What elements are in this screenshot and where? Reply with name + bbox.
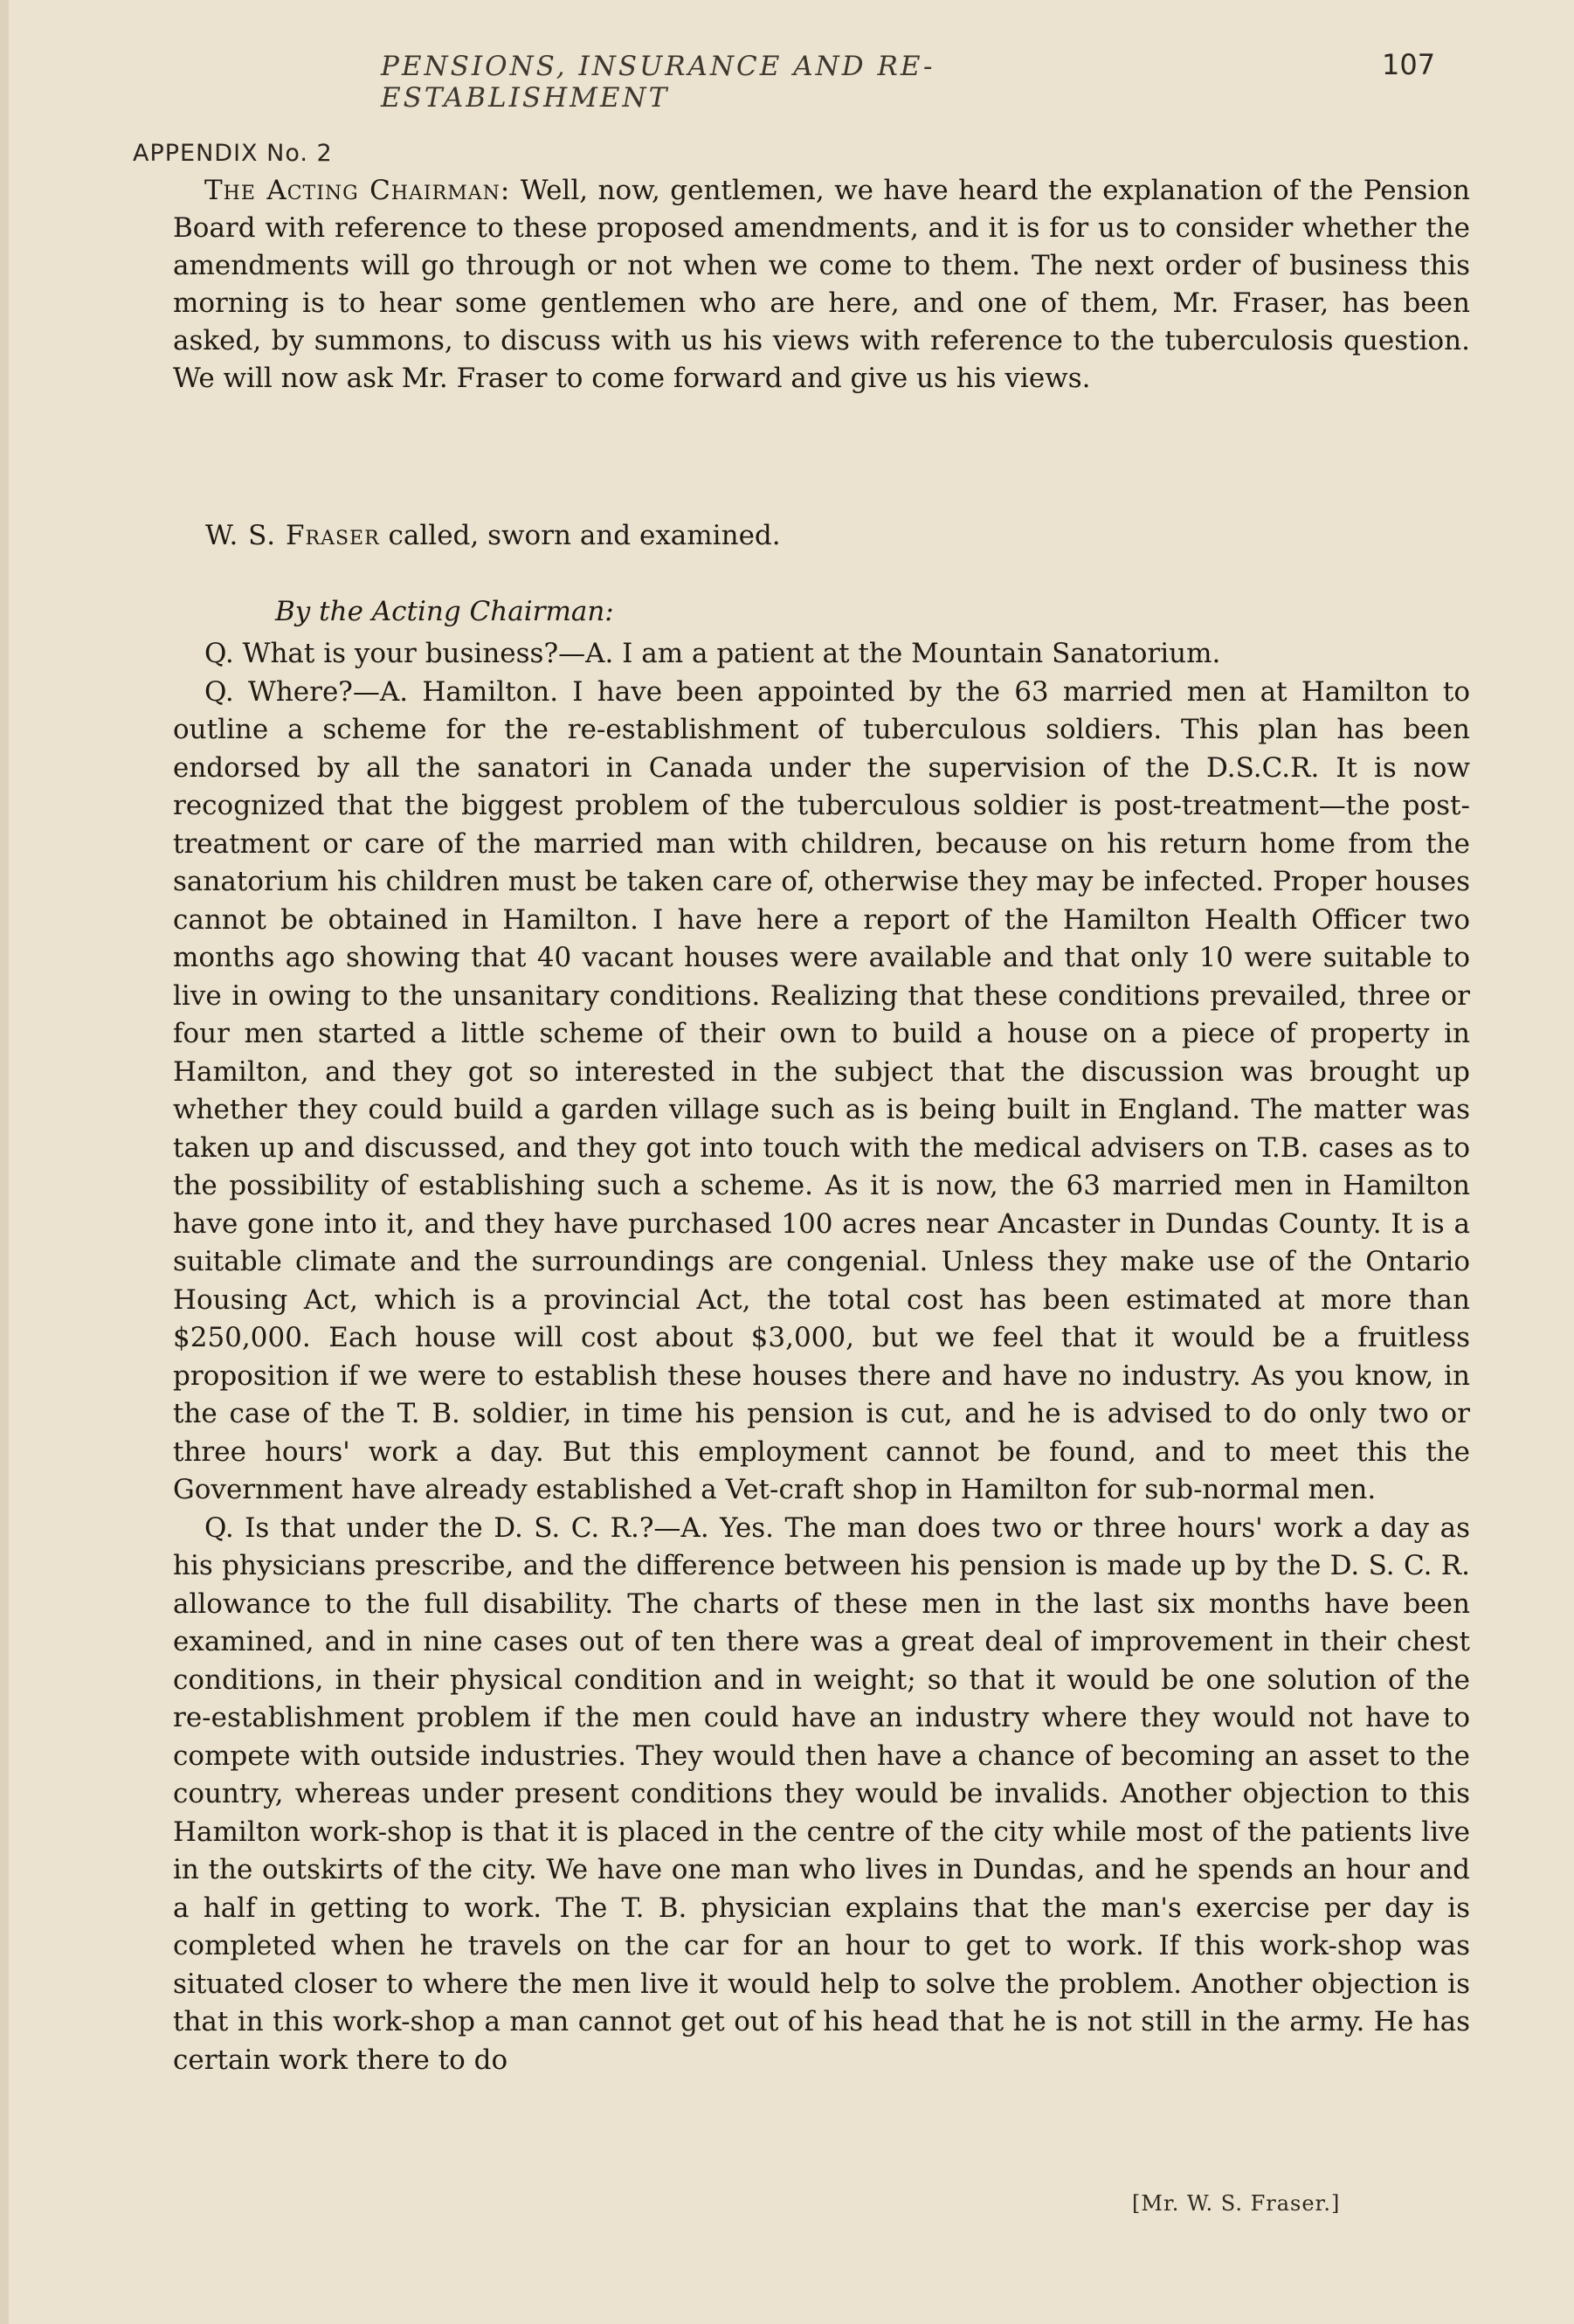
page-binding-edge [0, 0, 9, 2324]
page-number: 107 [1382, 48, 1436, 81]
footer-speaker: [Mr. W. S. Fraser.] [1132, 2191, 1341, 2216]
appendix-label: APPENDIX No. 2 [133, 140, 333, 167]
witness-status: called, sworn and examined. [388, 520, 781, 551]
testimony [173, 635, 1470, 2079]
chair-statement-text: Well, now, gentlemen, we have heard the explanation of the Pension Board with reference to these proposed amendments, and it is for us to consider whether the amendments will go through or not when we come to them. The next order of business this morning is to hear some gentlemen who are here, and one of them, Mr. Fraser, has been asked, by summons, to discuss with us his views with reference to the tuberculosis question. We will now ask Mr. Fraser to come forward and give us his views. [173, 175, 1471, 394]
witness-intro [205, 517, 781, 555]
running-title: PENSIONS, INSURANCE AND RE-ESTABLISHMENT [381, 51, 935, 114]
chair-statement [173, 172, 1470, 398]
examiner-line: By the Acting Chairman: [275, 596, 614, 627]
testimony-paragraph: Q. Is that under the D. S. C. R.?—A. Yes. The man does two or three hours' work a day as his physicians prescribe, and the difference between his pension is made up by the D. S. C. R. allowance to the full disability. The charts of these men in the last six months have been examined, and in nine cases out of ten there was a great deal of improvement in their chest conditions, in their physical condition and in weight; so that it would be one solution of the re-establishment problem if the men could have an industry where they would not have to compete with outside industries. They would then have a chance of becoming an asset to the country, whereas under present conditions they would be invalids. Another objection to this Hamilton work-shop is that it is placed in the centre of the city while most of the patients live in the outskirts of the city. We have one man who lives in Dundas, and he spends an hour and a half in getting to work. The T. B. physician explains that the man's exercise per day is completed when he travels on the car for an hour to get to work. If this work-shop was situated closer to where the men live it would help to solve the problem. Another objection is that in this work-shop a man cannot get out of his head that he is not still in the army. He has certain work there to do [173, 1511, 1470, 2076]
witness-name: W. S. Fraser [205, 520, 380, 551]
speaker-name: The Acting Chairman: [204, 175, 511, 206]
chair-paragraph [173, 172, 1470, 398]
testimony-paragraph: Q. Where?—A. Hamilton. I have been appointed by the 63 married men at Hamilton to outline a scheme for the re-establishment of tuberculous soldiers. This plan has been endorsed by all the sanatori in Canada under the supervision of the D.S.C.R. It is now recognized that the biggest problem of the tuberculous soldier is post-treatment—the post-treatment or care of the married man with children, because on his return home from the sanatorium his children must be taken care of, otherwise they may be infected. Proper houses cannot be obtained in Hamilton. I have here a report of the Hamilton Health Officer two months ago showing that 40 vacant houses were available and that only 10 were suitable to live in owing to the unsanitary conditions. Realizing that these conditions prevailed, three or four men started a little scheme of their own to build a house on a piece of property in Hamilton, and they got so interested in the subject that the discussion was brought up whether they could build a garden village such as is being built in England. The matter was taken up and discussed, and they got into touch with the medical advisers on T.B. cases as to the possibility of establishing such a scheme. As it is now, the 63 married men in Hamilton have gone into it, and they have purchased 100 acres near Ancaster in Dundas County. It is a suitable climate and the surroundings are congenial. Unless they make use of the Ontario Housing Act, which is a provincial Act, the total cost has been estimated at more than $250,000. Each house will cost about $3,000, but we feel that it would be a fruitless proposition if we were to establish these houses there and have no industry. As you know, in the case of the T. B. soldier, in time his pension is cut, and he is advised to do only two or three hours' work a day. But this employment cannot be found, and to meet this the Government have already established a Vet-craft shop in Hamilton for sub-normal men. [173, 675, 1470, 1505]
testimony-paragraph: Q. What is your business?—A. I am a patient at the Mountain Sanatorium. [204, 638, 1221, 669]
